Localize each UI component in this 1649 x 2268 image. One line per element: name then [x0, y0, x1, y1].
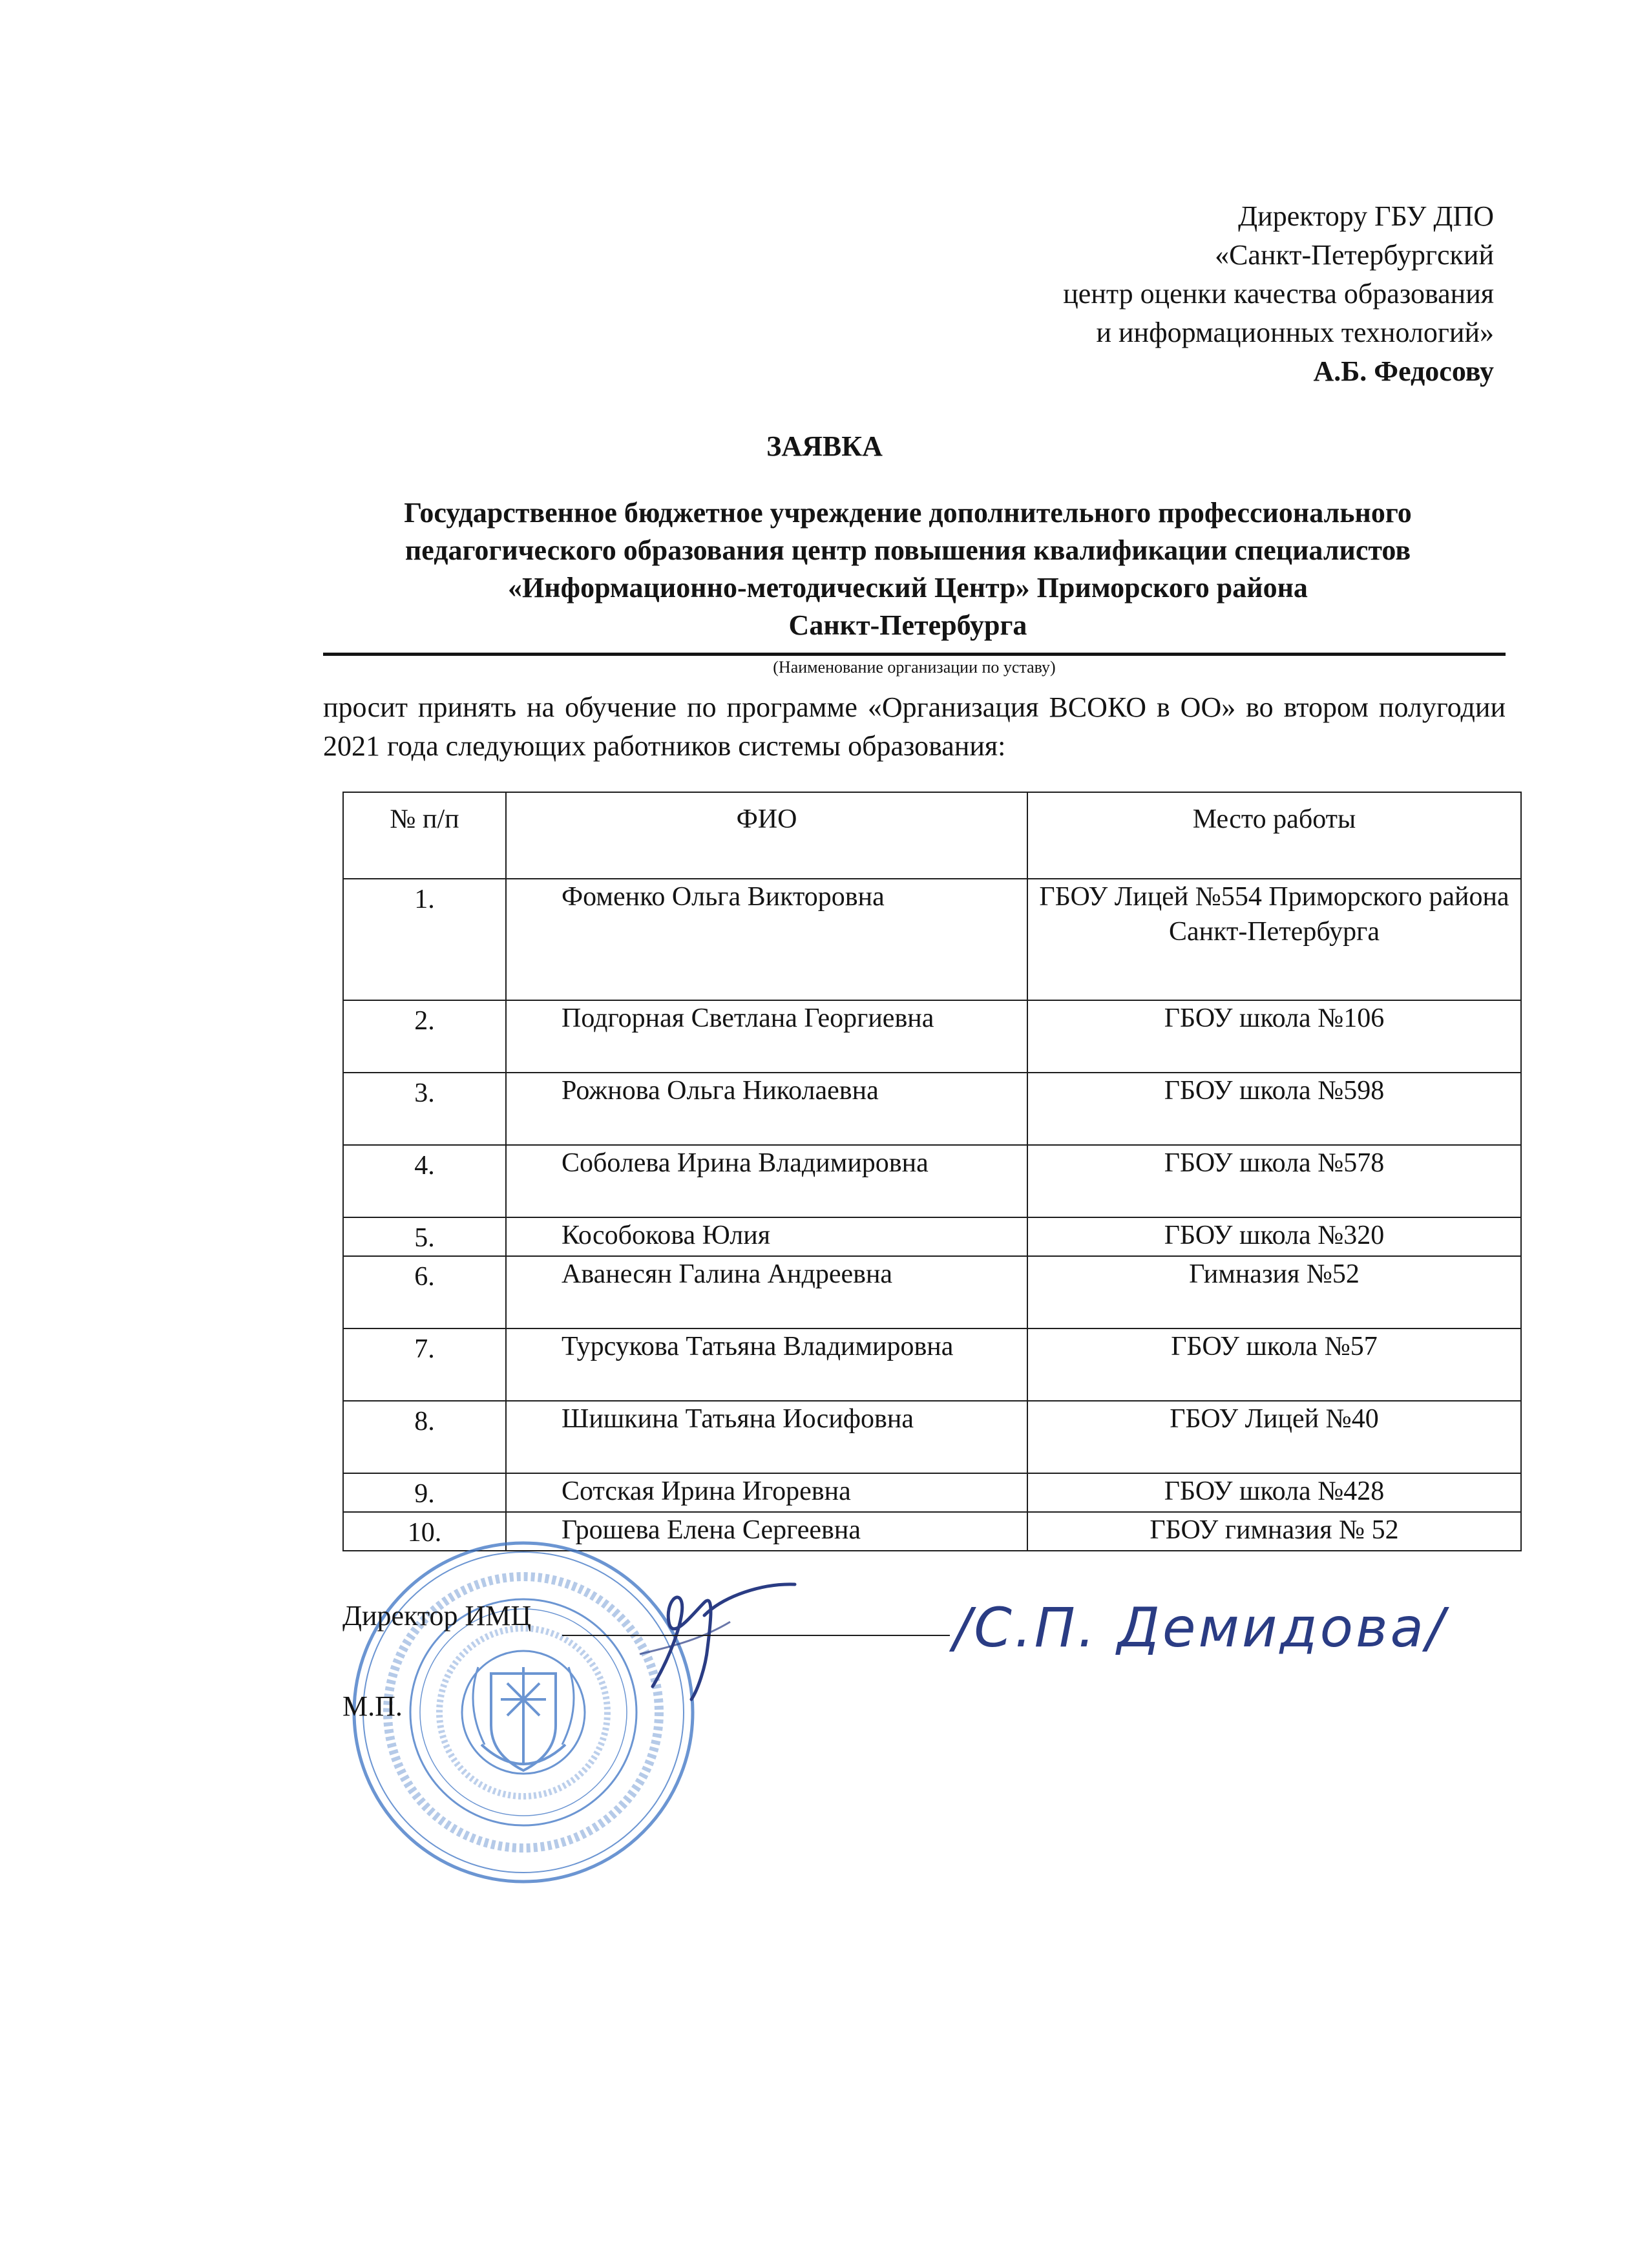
row-place: ГБОУ Лицей №554 Приморского района Санкт-Петербурга: [1027, 879, 1521, 1000]
row-num: 9.: [343, 1473, 506, 1512]
row-place: ГБОУ школа №57: [1027, 1328, 1521, 1401]
addressee-name: А.Б. Федосову: [1313, 355, 1494, 387]
organization-name: [310, 494, 1506, 644]
row-num: 6.: [343, 1256, 506, 1328]
row-num: 7.: [343, 1328, 506, 1401]
director-label: Директор ИМЦ: [342, 1600, 532, 1632]
table-row: [343, 1217, 1521, 1256]
row-num: 1.: [343, 879, 506, 1000]
addressee-line: центр оценки качества образования: [1063, 278, 1494, 310]
row-num: 5.: [343, 1217, 506, 1256]
seal-label: М.П.: [342, 1690, 403, 1722]
row-place: ГБОУ школа №598: [1027, 1073, 1521, 1145]
row-place: ГБОУ школа №428: [1027, 1473, 1521, 1512]
addressee-line: Директору ГБУ ДПО: [1238, 200, 1494, 232]
table-row: [343, 1073, 1521, 1145]
addressee-block: [783, 197, 1494, 391]
table-row: [343, 1401, 1521, 1473]
signature-line: [562, 1635, 950, 1636]
row-place: ГБОУ Лицей №40: [1027, 1401, 1521, 1473]
handwritten-signature: [633, 1577, 801, 1706]
table-header-row: [343, 792, 1521, 879]
row-name: Фоменко Ольга Викторовна: [506, 879, 1027, 1000]
row-name: Сотская Ирина Игоревна: [506, 1473, 1027, 1512]
row-place: ГБОУ школа №578: [1027, 1145, 1521, 1217]
row-num: 10.: [343, 1512, 506, 1551]
organization-line: Санкт-Петербурга: [788, 609, 1027, 641]
table-row: [343, 1256, 1521, 1328]
organization-line: Государственное бюджетное учреждение дополнительного профессионального: [404, 497, 1412, 529]
organization-underline: [323, 653, 1506, 656]
table-row: [343, 879, 1521, 1000]
row-name: Кособокова Юлия: [506, 1217, 1027, 1256]
organization-line: «Информационно-методический Центр» Приморского района: [508, 572, 1308, 604]
row-name: Рожнова Ольга Николаевна: [506, 1073, 1027, 1145]
staff-table: [342, 792, 1522, 1551]
organization-caption: (Наименование организации по уставу): [773, 658, 1056, 677]
organization-line: педагогического образования центр повышения квалификации специалистов: [404, 534, 1411, 566]
addressee-line: и информационных технологий»: [1096, 317, 1494, 348]
row-place: ГБОУ школа №106: [1027, 1000, 1521, 1073]
addressee-line: «Санкт-Петербургский: [1215, 239, 1494, 271]
header-num: № п/п: [343, 792, 506, 879]
row-name: Подгорная Светлана Георгиевна: [506, 1000, 1027, 1073]
document-title: ЗАЯВКА: [766, 430, 883, 462]
row-num: 8.: [343, 1401, 506, 1473]
row-name: Турсукова Татьяна Владимировна: [506, 1328, 1027, 1401]
row-num: 4.: [343, 1145, 506, 1217]
header-name: ФИО: [506, 792, 1027, 879]
row-name: Аванесян Галина Андреевна: [506, 1256, 1027, 1328]
header-place: Место работы: [1027, 792, 1521, 879]
row-num: 3.: [343, 1073, 506, 1145]
table-row: [343, 1328, 1521, 1401]
row-place: Гимназия №52: [1027, 1256, 1521, 1328]
row-name: Шишкина Татьяна Иосифовна: [506, 1401, 1027, 1473]
table-row: [343, 1145, 1521, 1217]
row-place: ГБОУ гимназия № 52: [1027, 1512, 1521, 1551]
row-name: Соболева Ирина Владимировна: [506, 1145, 1027, 1217]
row-num: 2.: [343, 1000, 506, 1073]
table-row: [343, 1473, 1521, 1512]
request-paragraph: просит принять на обучение по программе «Организация ВСОКО в ОО» во втором полугодии 2021 года следующих работников системы образования:: [323, 691, 1506, 762]
row-place: ГБОУ школа №320: [1027, 1217, 1521, 1256]
director-name-signature: /С.П. Демидова/: [953, 1596, 1447, 1659]
row-name: Грошева Елена Сергеевна: [506, 1512, 1027, 1551]
table-row: [343, 1000, 1521, 1073]
